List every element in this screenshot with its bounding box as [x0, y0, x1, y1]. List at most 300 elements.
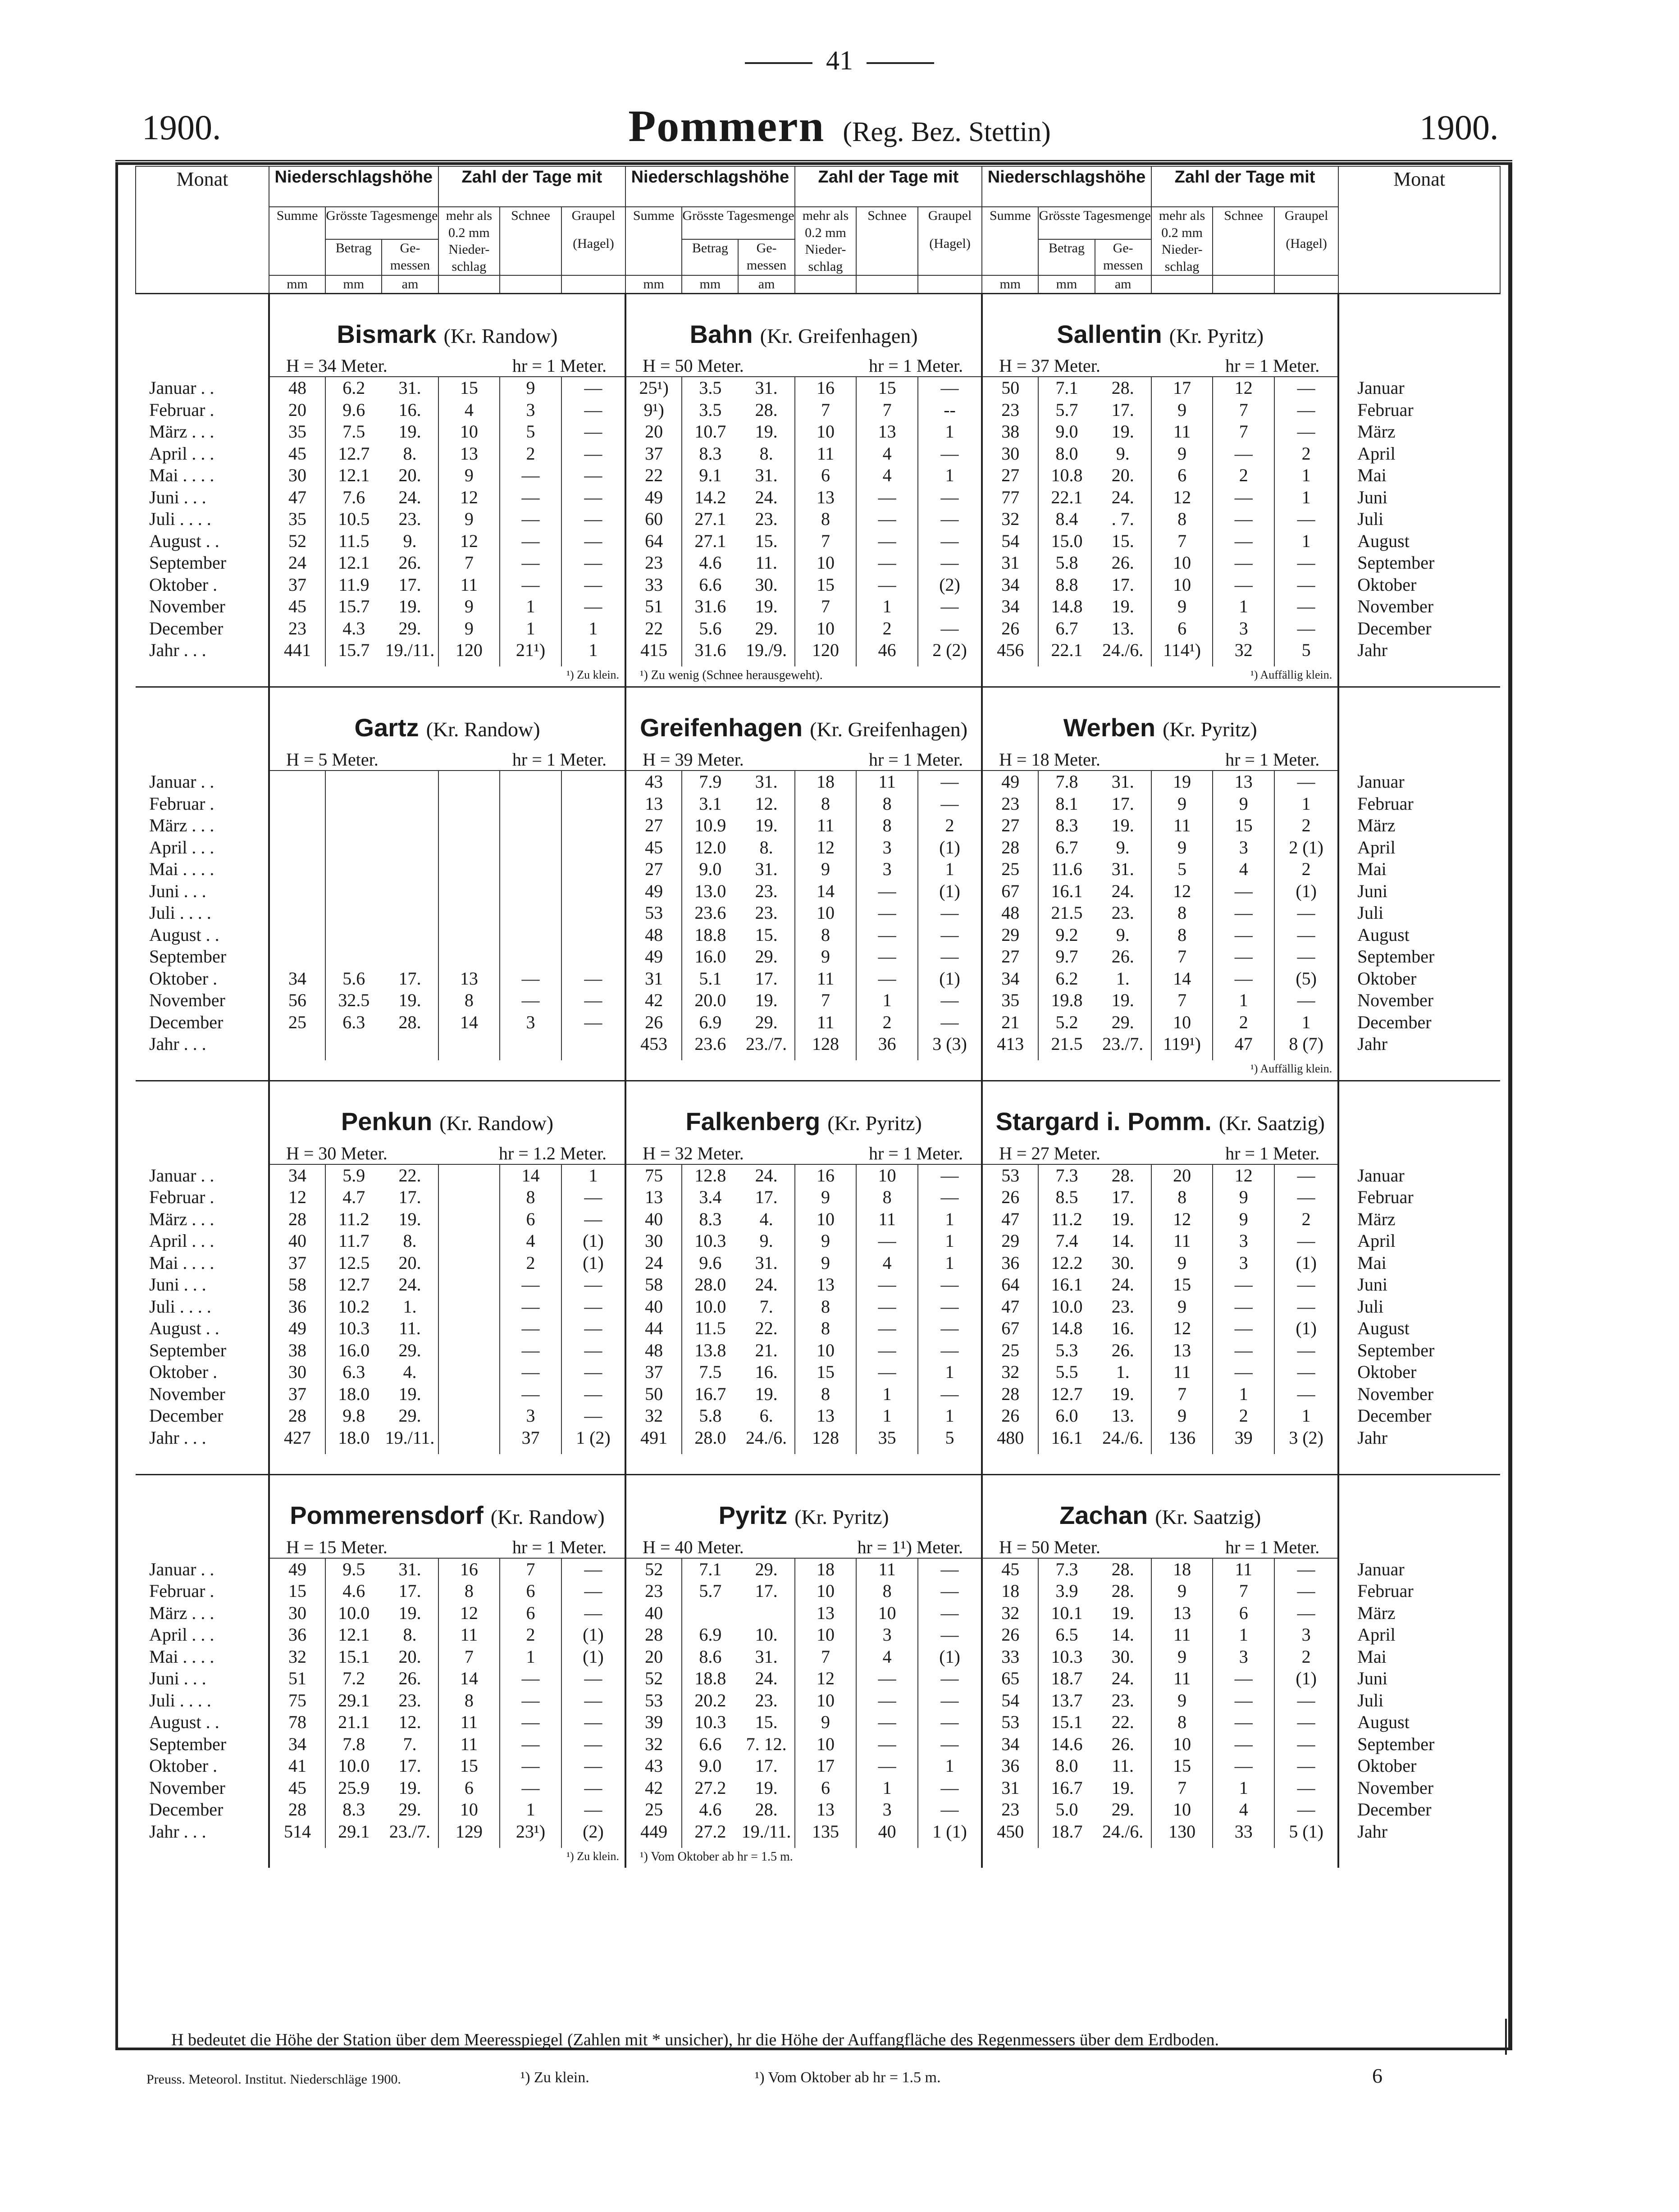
- data-cell: 7: [795, 990, 857, 1012]
- data-cell: [269, 946, 325, 968]
- data-cell: —: [561, 1711, 625, 1733]
- data-cell: 4.7: [325, 1186, 382, 1209]
- jahr-cell: 37: [500, 1427, 561, 1454]
- footer-note-mid: ¹) Vom Oktober ab hr = 1.5 m.: [755, 2069, 941, 2086]
- data-cell: 8.0: [1038, 1755, 1095, 1777]
- data-cell: 31.: [755, 1646, 778, 1667]
- data-cell: —: [561, 1777, 625, 1799]
- data-cell: 28.: [755, 1799, 778, 1820]
- data-cell: 8.: [403, 1624, 417, 1645]
- data-cell: 37: [269, 574, 325, 596]
- data-cell: —: [918, 1340, 982, 1362]
- header-schnee: Schnee: [500, 207, 561, 275]
- data-cell: 4.6: [682, 552, 738, 574]
- jahr-cell: 23./7.: [1102, 1034, 1144, 1054]
- data-cell: —: [561, 1690, 625, 1712]
- header-schnee: Schnee: [1213, 207, 1274, 275]
- data-cell: —: [856, 1668, 918, 1690]
- data-cell: 21.: [755, 1340, 778, 1360]
- table-row: [136, 1580, 1500, 1602]
- data-cell: 7.3: [1038, 1559, 1095, 1581]
- jahr-cell: [438, 1427, 500, 1454]
- unit-blank: [1213, 275, 1274, 293]
- data-cell: 12: [1151, 1209, 1213, 1231]
- data-cell: 5.8: [682, 1405, 738, 1427]
- data-cell: [438, 1318, 500, 1340]
- data-cell: 3: [1213, 1252, 1274, 1274]
- station-header-row: [136, 687, 1500, 771]
- data-cell: 7: [795, 1646, 857, 1668]
- data-cell: —: [1274, 946, 1338, 968]
- data-cell: 25: [625, 1799, 682, 1821]
- data-cell: 29.: [755, 1559, 778, 1579]
- month-label-right: August: [1338, 1711, 1500, 1733]
- data-cell: 6.: [759, 1405, 773, 1426]
- data-cell: —: [918, 771, 982, 793]
- data-cell: (5): [1274, 968, 1338, 990]
- data-cell: 6: [1151, 618, 1213, 640]
- header-summe: Summe: [982, 207, 1038, 275]
- jahr-cell: 441: [269, 639, 325, 666]
- data-cell: 13.7: [1038, 1690, 1095, 1712]
- data-cell: 10: [1151, 1799, 1213, 1821]
- data-cell: 32.5: [325, 990, 382, 1012]
- data-cell: 11.7: [325, 1230, 382, 1252]
- data-cell: 9: [1213, 1186, 1274, 1209]
- data-cell: 28.: [398, 1012, 421, 1032]
- jahr-cell: 28.0: [682, 1427, 738, 1454]
- data-cell: 3: [856, 1799, 918, 1821]
- station-header-row: [136, 1474, 1500, 1558]
- data-cell: 11: [438, 1711, 500, 1733]
- data-cell: —: [856, 1733, 918, 1756]
- data-cell: —: [1213, 1296, 1274, 1318]
- data-cell: 16.1: [1038, 880, 1095, 903]
- header-gemessen: Ge-messen: [1095, 239, 1151, 275]
- data-cell: 9.: [1116, 443, 1130, 464]
- jahr-cell: 5: [918, 1427, 982, 1454]
- data-cell: 38: [269, 1340, 325, 1362]
- unit-mm: mm: [1038, 275, 1095, 293]
- data-cell: —: [1274, 1274, 1338, 1296]
- data-cell: 8: [1151, 508, 1213, 530]
- data-cell: 26.: [398, 1668, 421, 1689]
- data-cell: 49: [625, 880, 682, 903]
- data-cell: 1: [1213, 990, 1274, 1012]
- data-cell: —: [1274, 1711, 1338, 1733]
- data-cell: —: [500, 1711, 561, 1733]
- note-row: [136, 666, 1500, 687]
- data-cell: —: [856, 1296, 918, 1318]
- data-cell: 13.: [1111, 1405, 1134, 1426]
- data-cell: 4: [1213, 1799, 1274, 1821]
- footer-publisher: Preuss. Meteorol. Institut. Niederschläge 1900.: [146, 2072, 401, 2087]
- data-cell: 4.3: [325, 618, 382, 640]
- station-height: H = 34 Meter.: [286, 356, 388, 376]
- month-label: Februar .: [136, 793, 269, 815]
- data-cell: 37: [625, 1361, 682, 1383]
- month-label: Februar .: [136, 399, 269, 421]
- monat-right-blank: [1338, 293, 1500, 377]
- data-cell: 7: [795, 399, 857, 421]
- station-gauge-height: hr = 1 Meter.: [1225, 749, 1320, 770]
- data-cell: 49: [269, 1559, 325, 1581]
- data-cell: 5: [500, 421, 561, 443]
- month-label-right: November: [1338, 596, 1500, 618]
- data-cell: 34: [269, 968, 325, 990]
- data-cell: 11.: [399, 1318, 421, 1339]
- jahr-cell: [500, 1033, 561, 1060]
- data-cell: 58: [625, 1274, 682, 1296]
- data-cell: 6.9: [682, 1624, 738, 1646]
- station-note-text: [270, 1454, 625, 1474]
- header-zahl-der-tage: Zahl der Tage mit: [1151, 166, 1338, 207]
- station-note: [982, 1848, 1338, 1868]
- station-name: [626, 688, 981, 742]
- header-betrag: Betrag: [1038, 239, 1095, 275]
- jahr-cell: 31.6: [682, 639, 738, 666]
- data-cell: —: [918, 596, 982, 618]
- jahr-cell: [438, 1033, 500, 1060]
- data-cell: 27.2: [682, 1777, 738, 1799]
- data-cell: 23.: [1111, 903, 1134, 923]
- month-label-right: Februar: [1338, 1186, 1500, 1209]
- data-cell: 11.5: [325, 530, 382, 552]
- data-cell: 7: [795, 530, 857, 552]
- data-cell: 7.: [759, 1296, 773, 1317]
- data-cell: 28.: [1111, 1559, 1134, 1579]
- data-cell: —: [561, 1733, 625, 1756]
- data-cell: —: [1213, 1733, 1274, 1756]
- data-cell: 10.3: [325, 1318, 382, 1340]
- data-cell: [738, 1602, 794, 1624]
- data-cell: 31.6: [682, 596, 738, 618]
- data-cell: —: [1274, 421, 1338, 443]
- data-cell: [325, 946, 382, 968]
- station-name: [626, 1475, 981, 1529]
- jahr-cell: 24./6.: [1102, 1821, 1144, 1842]
- month-label: November: [136, 990, 269, 1012]
- station-kreis: (Kr. Pyritz): [827, 1112, 922, 1135]
- data-cell: 31.: [755, 465, 778, 486]
- header-graupel-label: Graupel: [1284, 208, 1328, 223]
- data-cell: [438, 1383, 500, 1405]
- note-right-blank: [1338, 1060, 1500, 1081]
- data-cell: 17: [1151, 377, 1213, 399]
- data-cell: 17.: [398, 968, 421, 989]
- footer-legend: H bedeutet die Höhe der Station über dem Meeresspiegel (Zahlen mit * unsicher), hr die Höhe der Auffangfläche des Regenmessers über dem Erdboden.: [171, 2030, 1219, 2049]
- data-cell: [382, 946, 438, 968]
- data-cell: 35: [269, 508, 325, 530]
- table-row: [136, 1340, 1500, 1362]
- data-cell: 8.8: [1038, 574, 1095, 596]
- data-cell: 32: [982, 1602, 1038, 1624]
- data-cell: 12.7: [325, 443, 382, 465]
- jahr-cell: 23./7.: [389, 1821, 431, 1842]
- data-cell: 1: [918, 1230, 982, 1252]
- data-cell: 29.: [1111, 1799, 1134, 1820]
- month-label-right: August: [1338, 1318, 1500, 1340]
- data-cell: 14.: [1111, 1231, 1134, 1251]
- jahr-cell: 514: [269, 1821, 325, 1848]
- data-cell: 6.3: [325, 1012, 382, 1034]
- data-cell: —: [561, 530, 625, 552]
- station-height-line: [626, 1136, 981, 1165]
- data-cell: —: [1213, 1361, 1274, 1383]
- data-cell: [561, 793, 625, 815]
- station-height-line: [626, 348, 981, 377]
- monat-blank: [136, 1081, 269, 1165]
- station-name-text: Bahn: [689, 319, 753, 348]
- data-cell: 6.2: [325, 377, 382, 399]
- table-row: [136, 1777, 1500, 1799]
- jahr-cell: 480: [982, 1427, 1038, 1454]
- data-cell: 6: [500, 1602, 561, 1624]
- data-cell: 31: [982, 1777, 1038, 1799]
- station-kreis: (Kr. Randow): [443, 324, 558, 347]
- station-kreis: (Kr. Greifenhagen): [760, 324, 918, 347]
- data-cell: 10.7: [682, 421, 738, 443]
- month-label: Oktober .: [136, 968, 269, 990]
- data-cell: 34: [982, 596, 1038, 618]
- data-cell: [325, 858, 382, 880]
- station-note: [269, 1848, 625, 1868]
- data-cell: 3: [500, 1405, 561, 1427]
- data-cell: 45: [269, 1777, 325, 1799]
- data-cell: 9: [438, 508, 500, 530]
- data-cell: 12: [1151, 487, 1213, 509]
- data-cell: 28: [982, 837, 1038, 859]
- data-cell: 15.1: [325, 1646, 382, 1668]
- data-cell: [382, 771, 438, 793]
- data-cell: (1): [561, 1646, 625, 1668]
- data-cell: —: [1213, 924, 1274, 946]
- data-cell: 13.: [1111, 618, 1134, 639]
- data-cell: 24.: [755, 487, 778, 507]
- data-cell: 36: [269, 1624, 325, 1646]
- data-cell: 8: [795, 1383, 857, 1405]
- unit-am: am: [1095, 275, 1151, 293]
- data-cell: —: [856, 1361, 918, 1383]
- data-cell: 13.0: [682, 880, 738, 903]
- data-cell: 12.7: [1038, 1383, 1095, 1405]
- data-cell: —: [1213, 968, 1274, 990]
- month-label: März . . .: [136, 1602, 269, 1624]
- data-cell: 1: [918, 1252, 982, 1274]
- data-cell: 11: [438, 1624, 500, 1646]
- table-row: [136, 1296, 1500, 1318]
- station-header: [982, 1474, 1338, 1558]
- data-cell: 6: [500, 1209, 561, 1231]
- data-cell: —: [500, 1383, 561, 1405]
- data-cell: 2: [500, 443, 561, 465]
- data-cell: [438, 1186, 500, 1209]
- data-cell: 22: [625, 465, 682, 487]
- data-cell: 8: [500, 1186, 561, 1209]
- data-cell: —: [918, 1559, 982, 1581]
- month-label: November: [136, 1777, 269, 1799]
- data-cell: 31.: [755, 1252, 778, 1273]
- month-label: Juli . . . .: [136, 1690, 269, 1712]
- data-cell: 16: [438, 1559, 500, 1581]
- data-cell: 20.: [398, 465, 421, 486]
- data-cell: —: [918, 1690, 982, 1712]
- data-cell: 49: [625, 487, 682, 509]
- data-cell: 10: [795, 1580, 857, 1602]
- jahr-cell: 47: [1213, 1033, 1274, 1060]
- data-cell: 34: [982, 968, 1038, 990]
- station-name-text: Pyritz: [718, 1501, 788, 1529]
- data-cell: 49: [269, 1318, 325, 1340]
- data-cell: 19.: [755, 1383, 778, 1404]
- table-row: [136, 1186, 1500, 1209]
- table-row: [136, 596, 1500, 618]
- data-cell: [325, 793, 382, 815]
- data-cell: 6: [438, 1777, 500, 1799]
- data-cell: 1: [1274, 487, 1338, 509]
- data-cell: —: [1274, 1580, 1338, 1602]
- header-groesste: Grösste Tagesmenge: [682, 207, 794, 239]
- month-label-right: Oktober: [1338, 574, 1500, 596]
- data-cell: 15.0: [1038, 530, 1095, 552]
- data-cell: 9.8: [325, 1405, 382, 1427]
- data-cell: 12.: [755, 793, 778, 814]
- data-cell: 10: [856, 1165, 918, 1187]
- data-cell: 2: [856, 1012, 918, 1034]
- data-cell: 8: [438, 1580, 500, 1602]
- station-name-text: Werben: [1063, 713, 1156, 742]
- data-cell: 5.0: [1038, 1799, 1095, 1821]
- data-cell: 28: [269, 1209, 325, 1231]
- data-cell: 45: [625, 837, 682, 859]
- station-kreis: (Kr. Randow): [426, 718, 540, 741]
- data-cell: 40: [625, 1296, 682, 1318]
- data-cell: —: [500, 1668, 561, 1690]
- data-cell: 26.: [1111, 552, 1134, 573]
- data-cell: 10: [856, 1602, 918, 1624]
- data-cell: 48: [269, 377, 325, 399]
- data-cell: 48: [625, 1340, 682, 1362]
- data-cell: 23.: [755, 509, 778, 529]
- data-cell: —: [918, 618, 982, 640]
- station-note-text: ¹) Zu wenig (Schnee herausgeweht).: [640, 668, 823, 683]
- data-cell: 9: [1151, 1405, 1213, 1427]
- data-cell: —: [500, 552, 561, 574]
- month-label-right: December: [1338, 1012, 1500, 1034]
- data-cell: 9: [795, 946, 857, 968]
- header-graupel-label: Graupel: [928, 208, 972, 223]
- data-cell: 10.3: [682, 1230, 738, 1252]
- data-cell: 33: [982, 1646, 1038, 1668]
- data-cell: 2: [1213, 1012, 1274, 1034]
- data-cell: 8.1: [1038, 793, 1095, 815]
- data-cell: 28: [269, 1405, 325, 1427]
- jahr-label-right: Jahr: [1338, 1033, 1500, 1060]
- data-cell: 6.7: [1038, 618, 1095, 640]
- station-header: [625, 687, 982, 771]
- data-cell: 14: [1151, 968, 1213, 990]
- month-label-right: Oktober: [1338, 1755, 1500, 1777]
- jahr-cell: 415: [625, 639, 682, 666]
- data-cell: 19.: [755, 1777, 778, 1798]
- data-cell: 19.: [1111, 1602, 1134, 1623]
- table-row: [136, 815, 1500, 837]
- station-name: [626, 294, 981, 348]
- data-cell: 7.5: [325, 421, 382, 443]
- month-label-right: März: [1338, 1602, 1500, 1624]
- data-cell: 47: [269, 487, 325, 509]
- data-cell: 20: [625, 421, 682, 443]
- jahr-cell: 491: [625, 1427, 682, 1454]
- station-gauge-height: hr = 1 Meter.: [868, 356, 963, 376]
- station-height: H = 32 Meter.: [643, 1143, 744, 1163]
- jahr-cell: [561, 1033, 625, 1060]
- data-cell: 10: [795, 1733, 857, 1756]
- data-cell: 25.9: [325, 1777, 382, 1799]
- month-label-right: Mai: [1338, 1646, 1500, 1668]
- data-cell: 20.0: [682, 990, 738, 1012]
- data-cell: 17.: [1111, 793, 1134, 814]
- jahr-cell: 15.7: [325, 639, 382, 666]
- data-cell: —: [561, 1383, 625, 1405]
- data-cell: 2: [856, 618, 918, 640]
- jahr-cell: 449: [625, 1821, 682, 1848]
- data-cell: —: [500, 1318, 561, 1340]
- unit-blank: [918, 275, 982, 293]
- title-subtitle: (Reg. Bez. Stettin): [843, 117, 1051, 147]
- table-row: [136, 946, 1500, 968]
- data-cell: 10.3: [1038, 1646, 1095, 1668]
- table-row: [136, 465, 1500, 487]
- station-header: [269, 687, 625, 771]
- station-height: H = 37 Meter.: [999, 356, 1100, 376]
- data-cell: 13: [438, 968, 500, 990]
- jahr-cell: 40: [856, 1821, 918, 1848]
- data-cell: 14.6: [1038, 1733, 1095, 1756]
- data-cell: —: [500, 1340, 561, 1362]
- data-cell: 50: [625, 1383, 682, 1405]
- unit-mm: mm: [625, 275, 682, 293]
- jahr-label-right: Jahr: [1338, 639, 1500, 666]
- data-cell: —: [1274, 574, 1338, 596]
- data-cell: 6.9: [682, 1012, 738, 1034]
- data-cell: 12: [1213, 377, 1274, 399]
- month-label: Juni . . .: [136, 487, 269, 509]
- data-cell: 31.: [398, 1559, 421, 1579]
- month-label: Oktober .: [136, 574, 269, 596]
- data-cell: 9: [795, 1711, 857, 1733]
- data-cell: 9: [1151, 443, 1213, 465]
- month-label: Mai . . . .: [136, 1252, 269, 1274]
- data-cell: 12: [438, 487, 500, 509]
- data-cell: 4: [856, 465, 918, 487]
- data-cell: 30.: [755, 574, 778, 595]
- jahr-cell: 24./6.: [746, 1427, 787, 1448]
- data-cell: 12: [1213, 1165, 1274, 1187]
- data-cell: 1.: [1116, 1362, 1130, 1382]
- data-cell: —: [1274, 1799, 1338, 1821]
- data-cell: 19.: [398, 1209, 421, 1229]
- station-name: [270, 1475, 625, 1529]
- note-row: [136, 1060, 1500, 1081]
- data-cell: 24.: [1111, 880, 1134, 901]
- data-cell: 54: [982, 1690, 1038, 1712]
- data-cell: 26: [625, 1012, 682, 1034]
- station-note: [269, 666, 625, 687]
- data-cell: —: [1274, 1296, 1338, 1318]
- data-cell: 25: [982, 1340, 1038, 1362]
- data-cell: [269, 771, 325, 793]
